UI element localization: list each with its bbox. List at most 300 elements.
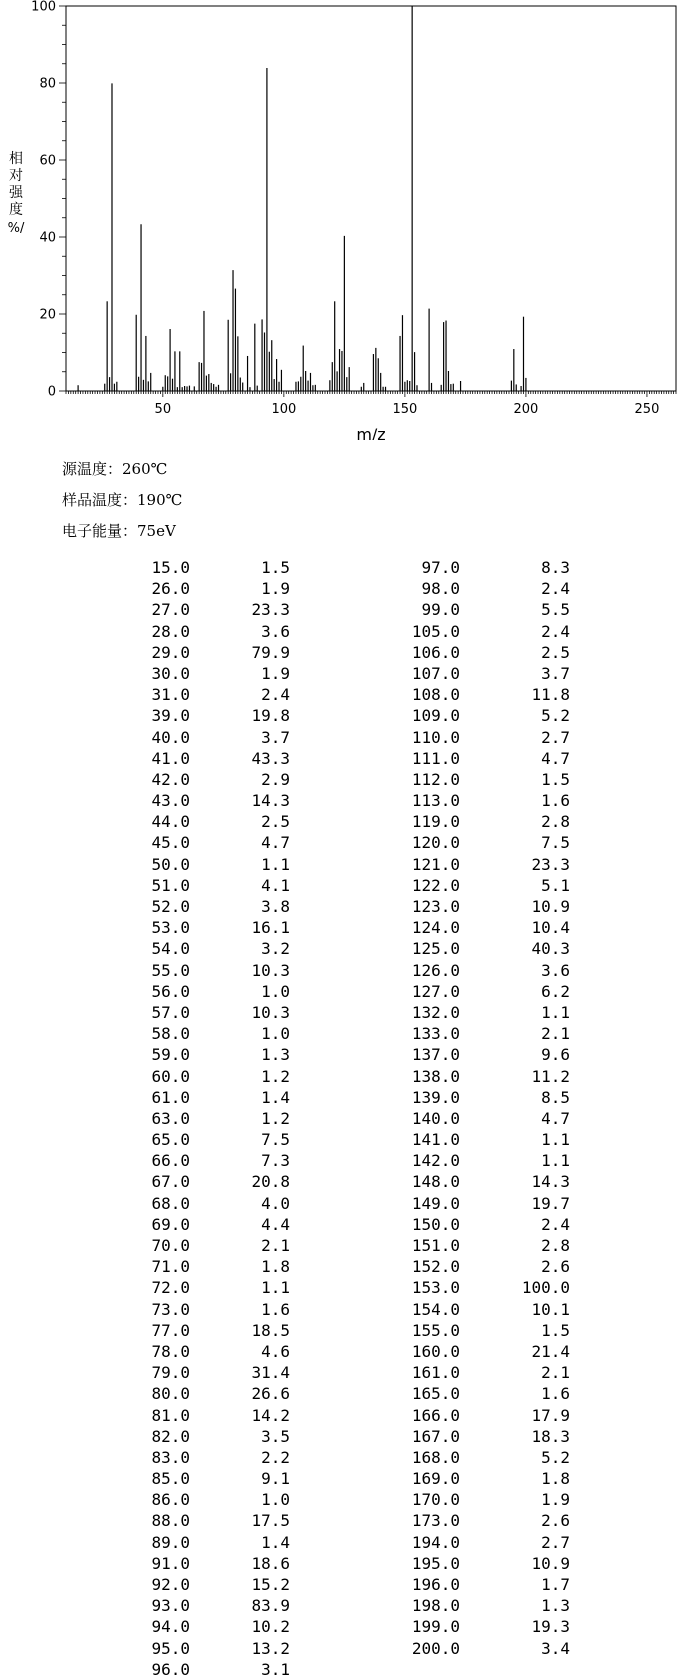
peak-row <box>110 642 290 663</box>
peak-mz: 51.0 <box>151 875 190 895</box>
peak-intensity: 10.9 <box>531 897 570 916</box>
peak-intensity: 10.2 <box>251 1617 290 1637</box>
peak-row <box>380 1532 570 1553</box>
peak-row <box>380 684 570 705</box>
peak-row <box>380 1468 570 1489</box>
y-axis-label-char-1: 相 <box>9 151 23 167</box>
peak-intensity: 20.8 <box>251 1172 290 1192</box>
peak-mz: 166.0 <box>411 1405 460 1425</box>
peak-row <box>110 621 290 642</box>
peak-mz: 42.0 <box>151 769 190 789</box>
peak-intensity: 2.8 <box>541 1236 570 1255</box>
peak-mz: 45.0 <box>151 833 190 853</box>
peak-intensity: 4.0 <box>261 1193 290 1213</box>
peak-intensity: 1.4 <box>261 1532 290 1552</box>
y-tick-label: 100 <box>31 0 56 15</box>
peak-row <box>110 917 290 938</box>
peak-mz: 194.0 <box>411 1532 460 1552</box>
peak-row <box>110 981 290 1002</box>
y-tick-label: 80 <box>39 76 56 92</box>
peak-intensity: 8.3 <box>541 558 570 577</box>
peak-intensity: 1.9 <box>541 1490 570 1510</box>
peak-row <box>380 832 570 853</box>
peak-intensity: 19.8 <box>251 706 290 726</box>
peak-mz: 61.0 <box>151 1087 190 1107</box>
peak-mz: 160.0 <box>411 1341 460 1361</box>
peak-row <box>380 1044 570 1065</box>
peak-mz: 56.0 <box>151 981 190 1001</box>
peak-mz: 28.0 <box>151 621 190 641</box>
x-tick-label: 100 <box>271 402 297 417</box>
peak-intensity: 2.6 <box>541 1511 570 1531</box>
peak-row <box>110 1362 290 1383</box>
peak-mz: 105.0 <box>411 621 460 641</box>
peak-table-right <box>380 557 570 1659</box>
mass-spectrum-chart <box>0 0 680 440</box>
peak-row <box>110 896 290 917</box>
peak-mz: 140.0 <box>411 1108 460 1128</box>
peak-intensity: 4.7 <box>261 833 290 853</box>
peak-mz: 150.0 <box>411 1214 460 1234</box>
peak-row <box>380 854 570 875</box>
peak-intensity: 2.1 <box>261 1236 290 1255</box>
peak-intensity: 2.4 <box>541 1214 570 1234</box>
peak-intensity: 4.7 <box>541 1108 570 1128</box>
peak-row <box>110 1235 290 1256</box>
peak-intensity: 14.2 <box>251 1405 290 1425</box>
peak-mz: 120.0 <box>411 833 460 853</box>
peak-intensity: 1.9 <box>261 579 290 599</box>
peak-mz: 82.0 <box>151 1426 190 1446</box>
peak-intensity: 6.2 <box>541 981 570 1001</box>
peak-row <box>110 1087 290 1108</box>
peak-intensity: 1.5 <box>541 769 570 789</box>
peak-mz: 148.0 <box>411 1172 460 1192</box>
peak-row <box>110 1277 290 1298</box>
peak-intensity: 3.7 <box>541 663 570 683</box>
peak-intensity: 3.2 <box>261 939 290 959</box>
peak-row <box>380 960 570 981</box>
peak-mz: 121.0 <box>411 854 460 874</box>
peak-row <box>380 1383 570 1404</box>
peak-mz: 153.0 <box>411 1278 460 1298</box>
peak-intensity: 1.6 <box>541 1384 570 1404</box>
peak-mz: 119.0 <box>411 812 460 832</box>
peak-row <box>380 1553 570 1574</box>
peak-row <box>380 1002 570 1023</box>
peak-mz: 52.0 <box>151 897 190 916</box>
peak-mz: 63.0 <box>151 1108 190 1128</box>
peak-intensity: 13.2 <box>251 1638 290 1658</box>
peak-intensity: 4.4 <box>261 1214 290 1234</box>
peak-mz: 29.0 <box>151 642 190 662</box>
peak-mz: 60.0 <box>151 1066 190 1086</box>
peak-intensity: 4.7 <box>541 748 570 768</box>
peak-mz: 95.0 <box>151 1638 190 1658</box>
peak-intensity: 10.9 <box>531 1553 570 1573</box>
peak-intensity: 3.7 <box>261 727 290 747</box>
peak-row <box>110 705 290 726</box>
peak-mz: 79.0 <box>151 1363 190 1383</box>
peak-row <box>110 684 290 705</box>
peak-intensity: 4.6 <box>261 1341 290 1361</box>
peak-row <box>110 1383 290 1404</box>
peak-row <box>110 938 290 959</box>
peak-row <box>380 1362 570 1383</box>
y-tick-label: 40 <box>39 230 56 246</box>
peak-row <box>110 769 290 790</box>
peak-mz: 142.0 <box>411 1151 460 1171</box>
peak-intensity: 26.6 <box>251 1384 290 1404</box>
peak-mz: 107.0 <box>411 663 460 683</box>
peak-intensity: 1.6 <box>541 791 570 811</box>
peak-table-left <box>110 557 290 1680</box>
peak-row <box>110 854 290 875</box>
peak-intensity: 1.0 <box>261 1490 290 1510</box>
peak-row <box>110 1532 290 1553</box>
peak-mz: 126.0 <box>411 960 460 980</box>
peak-mz: 149.0 <box>411 1193 460 1213</box>
peak-row <box>110 1320 290 1341</box>
peak-intensity: 7.3 <box>261 1151 290 1171</box>
peak-row <box>380 1510 570 1531</box>
peak-intensity: 100.0 <box>521 1278 570 1298</box>
peak-row <box>110 1426 290 1447</box>
peak-intensity: 2.5 <box>261 812 290 832</box>
peak-intensity: 1.9 <box>261 663 290 683</box>
peak-intensity: 2.7 <box>541 727 570 747</box>
peak-row <box>110 1574 290 1595</box>
peak-mz: 81.0 <box>151 1405 190 1425</box>
peak-mz: 93.0 <box>151 1596 190 1616</box>
peak-row <box>380 981 570 1002</box>
peak-intensity: 3.5 <box>261 1426 290 1446</box>
peak-intensity: 1.8 <box>541 1469 570 1489</box>
peak-intensity: 4.1 <box>261 875 290 895</box>
peak-intensity: 1.1 <box>541 1151 570 1171</box>
peak-intensity: 7.5 <box>261 1130 290 1150</box>
peak-mz: 161.0 <box>411 1363 460 1383</box>
peak-mz: 27.0 <box>151 600 190 620</box>
peak-intensity: 3.6 <box>261 621 290 641</box>
peak-intensity: 18.5 <box>251 1320 290 1340</box>
peak-intensity: 5.2 <box>541 706 570 726</box>
peak-row <box>110 1489 290 1510</box>
electron-energy: 电子能量：75eV <box>62 522 176 540</box>
peak-row <box>110 727 290 748</box>
peak-row <box>110 875 290 896</box>
peak-mz: 83.0 <box>151 1447 190 1467</box>
peak-mz: 54.0 <box>151 939 190 959</box>
peak-intensity: 43.3 <box>251 748 290 768</box>
peak-intensity: 2.4 <box>541 621 570 641</box>
peak-row <box>110 811 290 832</box>
peak-intensity: 1.2 <box>261 1108 290 1128</box>
peak-intensity: 7.5 <box>541 833 570 853</box>
peak-intensity: 10.3 <box>251 1002 290 1022</box>
peak-intensity: 15.2 <box>251 1575 290 1594</box>
peak-mz: 41.0 <box>151 748 190 768</box>
peak-intensity: 1.8 <box>261 1257 290 1277</box>
peak-row <box>110 1214 290 1235</box>
peak-intensity: 3.4 <box>541 1638 570 1658</box>
y-axis-label-char-2: 对 <box>9 168 23 184</box>
peak-mz: 173.0 <box>411 1511 460 1531</box>
peak-intensity: 1.7 <box>541 1575 570 1594</box>
peak-intensity: 1.6 <box>261 1299 290 1319</box>
peak-intensity: 14.3 <box>531 1172 570 1192</box>
peak-row <box>110 1256 290 1277</box>
peak-intensity: 2.5 <box>541 642 570 662</box>
peak-mz: 30.0 <box>151 663 190 683</box>
peak-intensity: 2.6 <box>541 1257 570 1277</box>
peak-mz: 91.0 <box>151 1553 190 1573</box>
peak-row <box>110 1066 290 1087</box>
peak-row <box>380 938 570 959</box>
peak-intensity: 10.1 <box>531 1299 570 1319</box>
peak-mz: 88.0 <box>151 1511 190 1531</box>
peak-intensity: 9.6 <box>541 1045 570 1065</box>
x-tick-label: 200 <box>513 402 539 417</box>
peak-row <box>380 578 570 599</box>
peak-mz: 73.0 <box>151 1299 190 1319</box>
peak-intensity: 1.2 <box>261 1066 290 1086</box>
peak-row <box>380 917 570 938</box>
peak-mz: 132.0 <box>411 1002 460 1022</box>
peak-row <box>110 1638 290 1659</box>
peak-intensity: 1.1 <box>261 854 290 874</box>
peak-row <box>110 1447 290 1468</box>
peak-intensity: 8.5 <box>541 1087 570 1107</box>
peak-row <box>110 557 290 578</box>
peak-intensity: 18.6 <box>251 1553 290 1573</box>
peak-intensity: 16.1 <box>251 918 290 938</box>
peak-row <box>110 1595 290 1616</box>
peak-row <box>380 1616 570 1637</box>
peak-intensity: 17.5 <box>251 1511 290 1531</box>
peak-row <box>110 1193 290 1214</box>
peak-row <box>380 1235 570 1256</box>
peak-mz: 67.0 <box>151 1172 190 1192</box>
peak-row <box>380 1405 570 1426</box>
peak-row <box>380 875 570 896</box>
peak-row <box>380 1171 570 1192</box>
peak-mz: 138.0 <box>411 1066 460 1086</box>
peak-intensity: 40.3 <box>531 939 570 959</box>
peak-mz: 78.0 <box>151 1341 190 1361</box>
peak-row <box>110 1553 290 1574</box>
peak-row <box>380 1066 570 1087</box>
peak-row <box>110 1299 290 1320</box>
peak-intensity: 3.6 <box>541 960 570 980</box>
peak-mz: 94.0 <box>151 1617 190 1637</box>
peak-row <box>110 1129 290 1150</box>
peak-row <box>380 748 570 769</box>
peak-mz: 200.0 <box>411 1638 460 1658</box>
peak-intensity: 5.5 <box>541 600 570 620</box>
peak-mz: 137.0 <box>411 1045 460 1065</box>
peak-mz: 199.0 <box>411 1617 460 1637</box>
peak-row <box>380 727 570 748</box>
peak-row <box>380 1129 570 1150</box>
peak-mz: 77.0 <box>151 1320 190 1340</box>
peak-row <box>110 1171 290 1192</box>
peak-mz: 57.0 <box>151 1002 190 1022</box>
peak-mz: 71.0 <box>151 1257 190 1277</box>
peak-row <box>110 1405 290 1426</box>
peak-mz: 69.0 <box>151 1214 190 1234</box>
peak-intensity: 1.0 <box>261 981 290 1001</box>
peak-row <box>380 621 570 642</box>
peak-row <box>110 790 290 811</box>
peak-mz: 80.0 <box>151 1384 190 1404</box>
y-axis-label-char-3: 强 <box>9 185 23 201</box>
peak-mz: 15.0 <box>151 558 190 577</box>
peak-intensity: 2.7 <box>541 1532 570 1552</box>
peak-intensity: 79.9 <box>251 642 290 662</box>
peak-mz: 124.0 <box>411 918 460 938</box>
peak-mz: 111.0 <box>411 748 460 768</box>
peak-intensity: 17.9 <box>531 1405 570 1425</box>
peak-row <box>110 1108 290 1129</box>
peak-mz: 106.0 <box>411 642 460 662</box>
peak-intensity: 2.4 <box>541 579 570 599</box>
peak-mz: 44.0 <box>151 812 190 832</box>
peak-row <box>380 1150 570 1171</box>
peak-row <box>380 1341 570 1362</box>
y-axis-label-char-4: 度 <box>9 202 23 218</box>
peak-mz: 70.0 <box>151 1236 190 1255</box>
peak-row <box>380 1638 570 1659</box>
peak-intensity: 19.7 <box>531 1193 570 1213</box>
peak-row <box>380 1193 570 1214</box>
peak-row <box>380 663 570 684</box>
peak-mz: 89.0 <box>151 1532 190 1552</box>
peak-row <box>380 1256 570 1277</box>
plot-frame <box>66 6 676 391</box>
peak-mz: 122.0 <box>411 875 460 895</box>
peak-intensity: 5.2 <box>541 1447 570 1467</box>
peak-mz: 112.0 <box>411 769 460 789</box>
peak-intensity: 2.1 <box>541 1363 570 1383</box>
peak-row <box>110 663 290 684</box>
peak-intensity: 83.9 <box>251 1596 290 1616</box>
peak-mz: 123.0 <box>411 897 460 916</box>
peak-row <box>380 642 570 663</box>
peak-row <box>380 705 570 726</box>
peak-mz: 141.0 <box>411 1130 460 1150</box>
peak-row <box>380 769 570 790</box>
peak-row <box>110 578 290 599</box>
peak-row <box>380 1023 570 1044</box>
y-tick-label: 60 <box>39 153 56 169</box>
peak-row <box>110 748 290 769</box>
peak-intensity: 18.3 <box>531 1426 570 1446</box>
peak-mz: 31.0 <box>151 685 190 705</box>
peak-mz: 125.0 <box>411 939 460 959</box>
peak-intensity: 5.1 <box>541 875 570 895</box>
peak-intensity: 1.4 <box>261 1087 290 1107</box>
peak-intensity: 21.4 <box>531 1341 570 1361</box>
peak-row <box>110 1616 290 1637</box>
peak-intensity: 3.1 <box>261 1659 290 1679</box>
peak-mz: 86.0 <box>151 1490 190 1510</box>
peak-mz: 165.0 <box>411 1384 460 1404</box>
peak-intensity: 1.5 <box>541 1320 570 1340</box>
peak-row <box>110 832 290 853</box>
peak-mz: 108.0 <box>411 685 460 705</box>
peak-row <box>380 896 570 917</box>
peak-mz: 167.0 <box>411 1426 460 1446</box>
peak-intensity: 10.3 <box>251 960 290 980</box>
peak-intensity: 1.1 <box>261 1278 290 1298</box>
peak-mz: 85.0 <box>151 1469 190 1489</box>
peak-row <box>380 1277 570 1298</box>
y-tick-label: 20 <box>39 307 56 323</box>
peak-mz: 139.0 <box>411 1087 460 1107</box>
peak-mz: 198.0 <box>411 1596 460 1616</box>
peak-mz: 53.0 <box>151 918 190 938</box>
peak-intensity: 11.2 <box>531 1066 570 1086</box>
peak-mz: 98.0 <box>421 579 460 599</box>
peak-row <box>110 1150 290 1171</box>
peak-intensity: 1.0 <box>261 1024 290 1044</box>
peak-mz: 151.0 <box>411 1236 460 1255</box>
source-temperature: 源温度：260℃ <box>62 460 168 478</box>
peak-intensity: 2.9 <box>261 769 290 789</box>
peak-row <box>380 557 570 578</box>
peak-mz: 26.0 <box>151 579 190 599</box>
peak-row <box>380 1447 570 1468</box>
peak-row <box>380 1320 570 1341</box>
peak-mz: 152.0 <box>411 1257 460 1277</box>
peak-intensity: 2.1 <box>541 1024 570 1044</box>
peak-row <box>380 1489 570 1510</box>
peak-mz: 39.0 <box>151 706 190 726</box>
peak-row <box>110 599 290 620</box>
peak-mz: 59.0 <box>151 1045 190 1065</box>
peak-row <box>110 1468 290 1489</box>
peak-mz: 99.0 <box>421 600 460 620</box>
peak-mz: 66.0 <box>151 1151 190 1171</box>
sample-temperature: 样品温度：190℃ <box>62 491 183 509</box>
peak-mz: 58.0 <box>151 1024 190 1044</box>
x-tick-label: 250 <box>634 402 660 417</box>
peak-mz: 113.0 <box>411 791 460 811</box>
peak-row <box>380 1595 570 1616</box>
peak-mz: 154.0 <box>411 1299 460 1319</box>
peak-intensity: 1.5 <box>261 558 290 577</box>
peak-mz: 170.0 <box>411 1490 460 1510</box>
peak-mz: 92.0 <box>151 1575 190 1594</box>
peak-row <box>380 811 570 832</box>
peak-mz: 195.0 <box>411 1553 460 1573</box>
peak-mz: 155.0 <box>411 1320 460 1340</box>
peak-row <box>380 1087 570 1108</box>
peak-intensity: 31.4 <box>251 1363 290 1383</box>
peak-mz: 50.0 <box>151 854 190 874</box>
peak-intensity: 23.3 <box>251 600 290 620</box>
peak-intensity: 3.8 <box>261 897 290 916</box>
peak-row <box>380 790 570 811</box>
peak-intensity: 11.8 <box>531 685 570 705</box>
peak-mz: 65.0 <box>151 1130 190 1150</box>
peak-row <box>110 1002 290 1023</box>
peak-row <box>110 1510 290 1531</box>
peak-row <box>110 1659 290 1680</box>
peak-row <box>380 599 570 620</box>
peak-mz: 43.0 <box>151 791 190 811</box>
